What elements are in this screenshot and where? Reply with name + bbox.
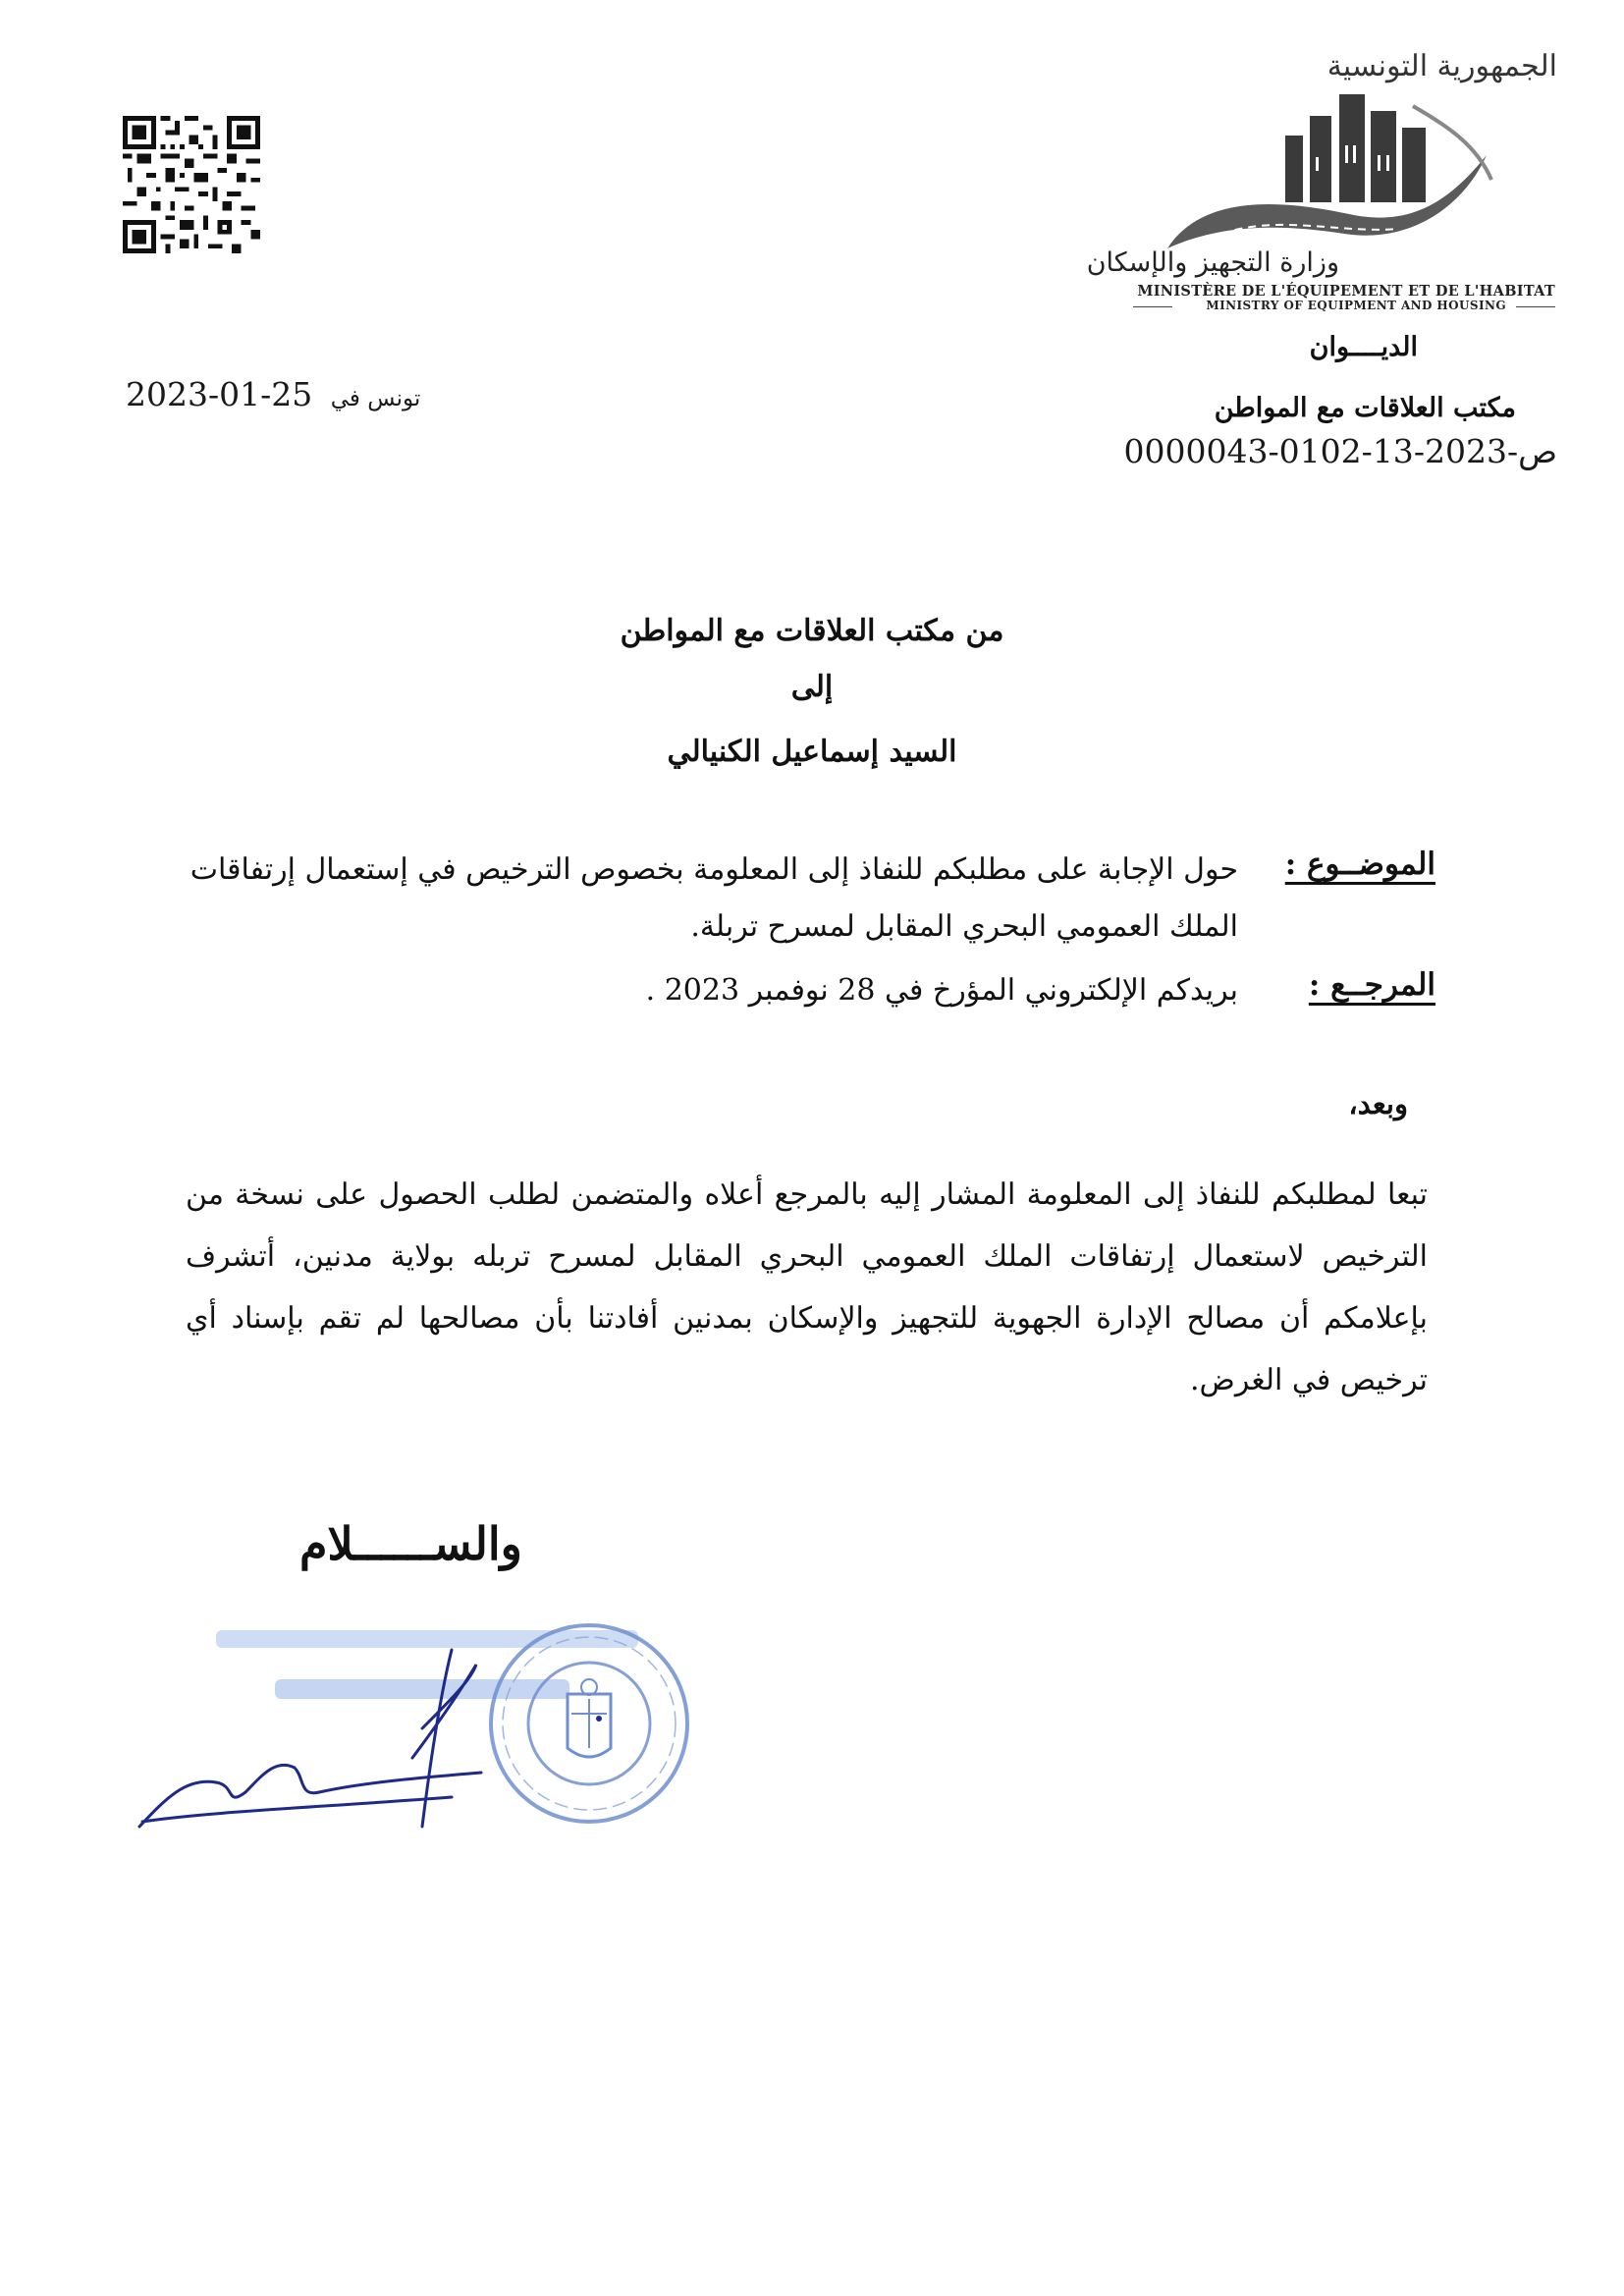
divider bbox=[1516, 306, 1555, 307]
cabinet-title: الديــــوان bbox=[1309, 332, 1418, 362]
ministry-name-arabic: وزارة التجهيز والإسكان bbox=[1086, 247, 1339, 278]
stamp-text-line bbox=[216, 1630, 638, 1648]
republic-header: الجمهورية التونسية bbox=[1326, 49, 1557, 83]
sender-line: من مكتب العلاقات مع المواطن bbox=[620, 614, 1004, 648]
subject-label: الموضــوع : bbox=[1284, 847, 1435, 882]
closing-salutation: والســــــلام bbox=[299, 1517, 522, 1570]
subject-text-line1: حول الإجابة على مطلبكم للنفاذ إلى المعلومة بخصوص الترخيص في إستعمال إرتفاقات bbox=[189, 852, 1238, 887]
greeting: وبعد، bbox=[1348, 1087, 1408, 1121]
office-title: مكتب العلاقات مع المواطن bbox=[1214, 393, 1516, 423]
subject-text-line2: الملك العمومي البحري المقابل لمسرح تربلة. bbox=[690, 909, 1238, 944]
reference-number: ص-2023-13-0102-0000043 bbox=[1123, 432, 1557, 470]
stamp-and-signature bbox=[128, 1611, 756, 1866]
to-label: إلى bbox=[790, 670, 834, 704]
date-label: تونس في bbox=[330, 386, 421, 411]
stamp-text-line bbox=[275, 1679, 569, 1699]
ministry-logo bbox=[1163, 86, 1516, 253]
reference-label: المرجــع : bbox=[1308, 967, 1435, 1003]
date-line bbox=[126, 375, 420, 413]
ministry-name-english-block bbox=[1133, 299, 1555, 316]
recipient-name: السيد إسماعيل الكنيالي bbox=[667, 735, 957, 769]
divider bbox=[1133, 306, 1172, 307]
reference-text: بريدكم الإلكتروني المؤرخ في 28 نوفمبر 2023 . bbox=[645, 973, 1238, 1008]
ministry-name-english: MINISTRY OF EQUIPMENT AND HOUSING bbox=[1206, 299, 1506, 312]
ministry-name-french: MINISTÈRE DE L'ÉQUIPEMENT ET DE L'HABITAT bbox=[1137, 283, 1555, 300]
date-value: 2023-01-25 bbox=[126, 375, 313, 413]
qr-code bbox=[123, 116, 260, 253]
official-stamp bbox=[491, 1625, 687, 1822]
handwritten-signature bbox=[139, 1650, 481, 1827]
body-paragraph: تبعا لمطلبكم للنفاذ إلى المعلومة المشار إليه بالمرجع أعلاه والمتضمن لطلب الحصول على نسخة من الترخيص لاستعمال إرتفاقات الملك العمومي البحري المقابل لمسرح تربله بولاية مدنين، أتشرف بإعلامكم أن مصالح الإدارة الجهوية للتجهيز والإسكان بمدنين أفادتنا بأن مصالحها لم تقم بإسناد أي ترخيص في الغرض. bbox=[186, 1177, 1428, 1397]
